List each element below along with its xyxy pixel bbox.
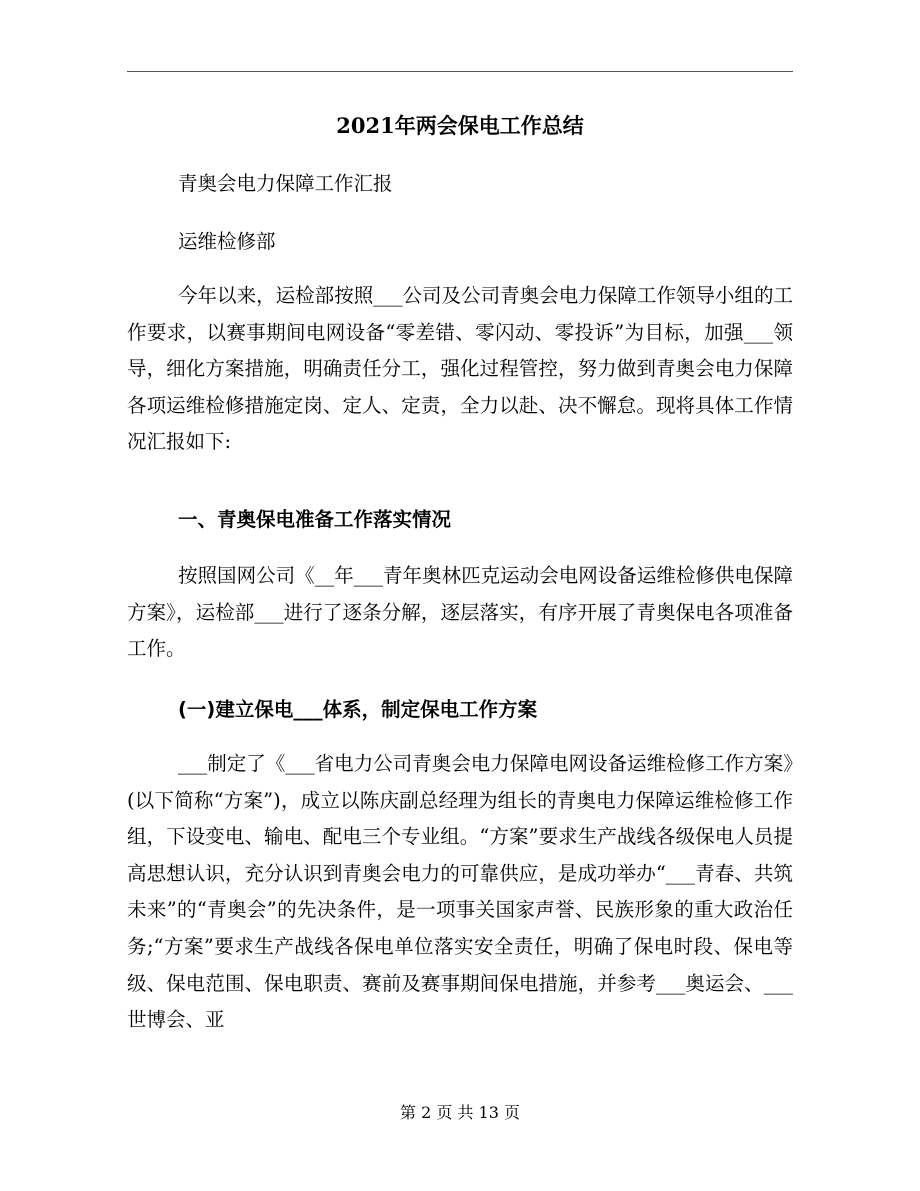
document-subtitle: 青奥会电力保障工作汇报	[178, 172, 393, 195]
department-name: 运维检修部	[178, 230, 276, 253]
subsection-heading: (一)建立保电___体系，制定保电工作方案	[178, 698, 538, 721]
intro-paragraph: 今年以来，运检部按照___公司及公司青奥会电力保障工作领导小组的工作要求，以赛事期间电网设备“零差错、零闪动、零投诉”为目标，加强___领导，细化方案措施，明确责任分工，强化过程管控，努力做到青奥会电力保障各项运维检修措施定岗、定人、定责，全力以赴、决不懈怠。现将具体工作情况汇报如下:	[127, 284, 793, 454]
section-heading: 一、青奥保电准备工作落实情况	[178, 508, 452, 531]
section-paragraph: 按照国网公司《__年___青年奥林匹克运动会电网设备运维检修供电保障方案》，运检部___进行了逐条分解，逐层落实，有序开展了青奥保电各项准备工作。	[127, 564, 793, 661]
subsection-paragraph: ___制定了《___省电力公司青奥会电力保障电网设备运维检修工作方案》(以下简称“方案”)，成立以陈庆副总经理为组长的青奥电力保障运维检修工作组，下设变电、输电、配电三个专业组。“方案”要求生产战线各级保电人员提高思想认识，充分认识到青奥会电力的可靠供应，是成功举办“___青春、共筑未来”的“青奥会”的先决条件，是一项事关国家声誉、民族形象的重大政治任务;“方案”要求生产战线各保电单位落实安全责任，明确了保电时段、保电等级、保电范围、保电职责、赛前及赛事期间保电措施，并参考___奥运会、___世博会、亚	[127, 752, 793, 1032]
document-title: 2021年两会保电工作总结	[336, 113, 584, 138]
page-footer: 第 2 页 共 13 页	[400, 1103, 520, 1122]
header-rule	[127, 71, 793, 72]
